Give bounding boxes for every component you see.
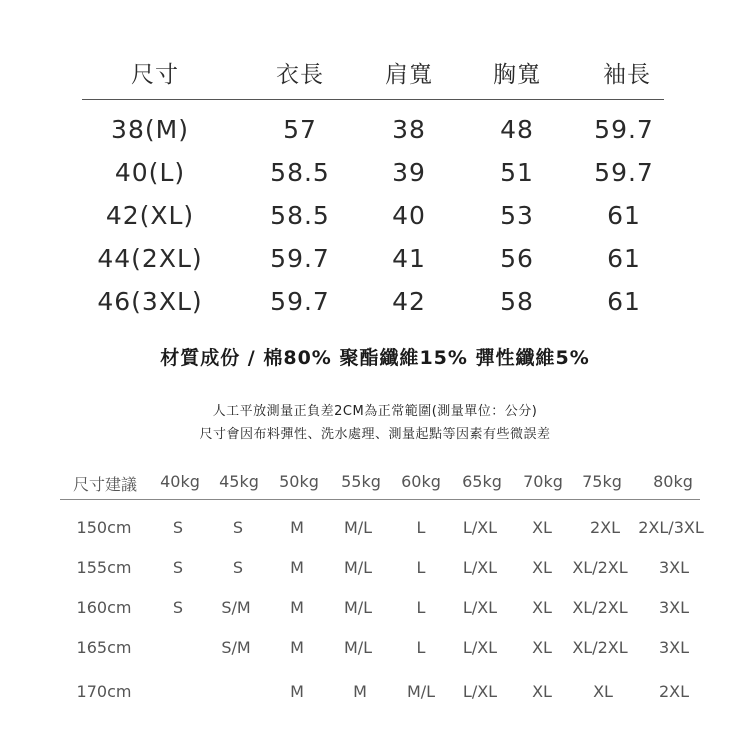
recommend-table-cell: S <box>172 518 184 537</box>
recommend-table-cell: L/XL <box>462 598 498 617</box>
recommend-table-header: 45kg <box>219 472 259 491</box>
recommend-table-cell: M <box>290 598 304 617</box>
size-table-cell: 42(XL) <box>105 201 195 230</box>
recommend-table-cell: XL/2XL <box>572 558 628 577</box>
size-table-cell: 59.7 <box>594 158 654 187</box>
recommend-table-cell: 150cm <box>76 518 132 537</box>
recommend-table-cell: L <box>416 558 426 577</box>
recommend-table-cell: XL <box>532 518 552 537</box>
size-table-cell: 61 <box>607 287 641 316</box>
size-table-cell: 59.7 <box>270 244 330 273</box>
recommend-table-cell: 3XL <box>658 638 690 657</box>
recommend-table-cell: M <box>290 682 304 701</box>
recommend-table-header: 60kg <box>401 472 441 491</box>
recommend-table-cell: M <box>290 638 304 657</box>
recommend-table-cell: XL <box>532 598 552 617</box>
recommend-table-cell: S <box>232 518 244 537</box>
recommend-table-cell: L/XL <box>462 518 498 537</box>
size-table-divider <box>82 99 664 100</box>
size-table-cell: 59.7 <box>594 115 654 144</box>
recommend-table-cell: L <box>416 638 426 657</box>
recommend-table-cell: L <box>416 518 426 537</box>
recommend-table-cell: XL/2XL <box>572 638 628 657</box>
size-table-cell: 40 <box>392 201 426 230</box>
recommend-table-cell: M/L <box>343 598 373 617</box>
recommend-table-cell: S <box>172 598 184 617</box>
recommend-table-cell: XL <box>532 558 552 577</box>
recommend-table-cell: S/M <box>221 638 251 657</box>
size-table-cell: 59.7 <box>270 287 330 316</box>
size-table-cell: 44(2XL) <box>97 244 203 273</box>
recommend-table-cell: S <box>232 558 244 577</box>
recommend-table-header: 80kg <box>653 472 693 491</box>
recommend-table-cell: XL/2XL <box>572 598 628 617</box>
recommend-table-cell: XL <box>593 682 613 701</box>
recommend-table-cell: 3XL <box>658 558 690 577</box>
recommend-table-header: 55kg <box>341 472 381 491</box>
recommend-table-cell: M/L <box>343 558 373 577</box>
size-table-cell: 48 <box>500 115 534 144</box>
recommend-table-header: 尺寸建議 <box>72 475 138 494</box>
recommend-table-cell: M <box>290 558 304 577</box>
size-table-cell: 56 <box>500 244 534 273</box>
size-table-header: 袖長 <box>603 62 651 88</box>
size-table-cell: 57 <box>283 115 317 144</box>
size-table-header: 胸寬 <box>493 62 541 88</box>
recommend-table-header: 70kg <box>523 472 563 491</box>
recommend-table-cell: M/L <box>343 638 373 657</box>
recommend-table-header: 40kg <box>160 472 200 491</box>
recommend-table-cell: 155cm <box>76 558 132 577</box>
size-table-cell: 61 <box>607 201 641 230</box>
recommend-table-cell: L/XL <box>462 682 498 701</box>
size-table-header: 衣長 <box>276 62 324 88</box>
recommend-table-cell: 2XL/3XL <box>638 518 704 537</box>
recommend-table-cell: L <box>416 598 426 617</box>
size-table-cell: 40(L) <box>114 158 186 187</box>
size-table-cell: 38(M) <box>111 115 189 144</box>
recommend-table-cell: L/XL <box>462 558 498 577</box>
recommend-table-cell: S <box>172 558 184 577</box>
recommend-table-header: 75kg <box>582 472 622 491</box>
recommend-table-cell: 3XL <box>658 598 690 617</box>
recommend-table-header: 50kg <box>279 472 319 491</box>
size-table-cell: 38 <box>392 115 426 144</box>
recommend-table-cell: 160cm <box>76 598 132 617</box>
recommend-table-cell: M/L <box>343 518 373 537</box>
size-table-header: 肩寬 <box>385 62 433 88</box>
recommend-table-cell: M <box>353 682 367 701</box>
size-table-cell: 51 <box>500 158 534 187</box>
recommend-table-cell: L/XL <box>462 638 498 657</box>
recommend-table-cell: XL <box>532 682 552 701</box>
size-table-cell: 58.5 <box>270 158 330 187</box>
recommend-table-header: 65kg <box>462 472 502 491</box>
size-table-cell: 41 <box>392 244 426 273</box>
size-table-cell: 58.5 <box>270 201 330 230</box>
recommend-table-divider <box>60 499 700 500</box>
recommend-table-cell: S/M <box>221 598 251 617</box>
recommend-table-cell: 2XL <box>589 518 621 537</box>
recommend-table-cell: 170cm <box>76 682 132 701</box>
recommend-table-cell: M <box>290 518 304 537</box>
recommend-table-cell: 165cm <box>76 638 132 657</box>
material-composition: 材質成份 / 棉80% 聚酯纖維15% 彈性纖維5% <box>160 347 590 369</box>
measurement-note: 人工平放測量正負差2CM為正常範圍(測量單位：公分) <box>212 404 538 419</box>
recommend-table-cell: XL <box>532 638 552 657</box>
size-table-cell: 46(3XL) <box>97 287 203 316</box>
measurement-note: 尺寸會因布料彈性、洗水處理、測量起點等因素有些微誤差 <box>199 427 551 442</box>
recommend-table-cell: M/L <box>406 682 436 701</box>
size-table-cell: 53 <box>500 201 534 230</box>
size-table-cell: 39 <box>392 158 426 187</box>
size-table-cell: 58 <box>500 287 534 316</box>
size-table-cell: 61 <box>607 244 641 273</box>
size-table-cell: 42 <box>392 287 426 316</box>
recommend-table-cell: 2XL <box>658 682 690 701</box>
size-table-header: 尺寸 <box>131 62 179 88</box>
